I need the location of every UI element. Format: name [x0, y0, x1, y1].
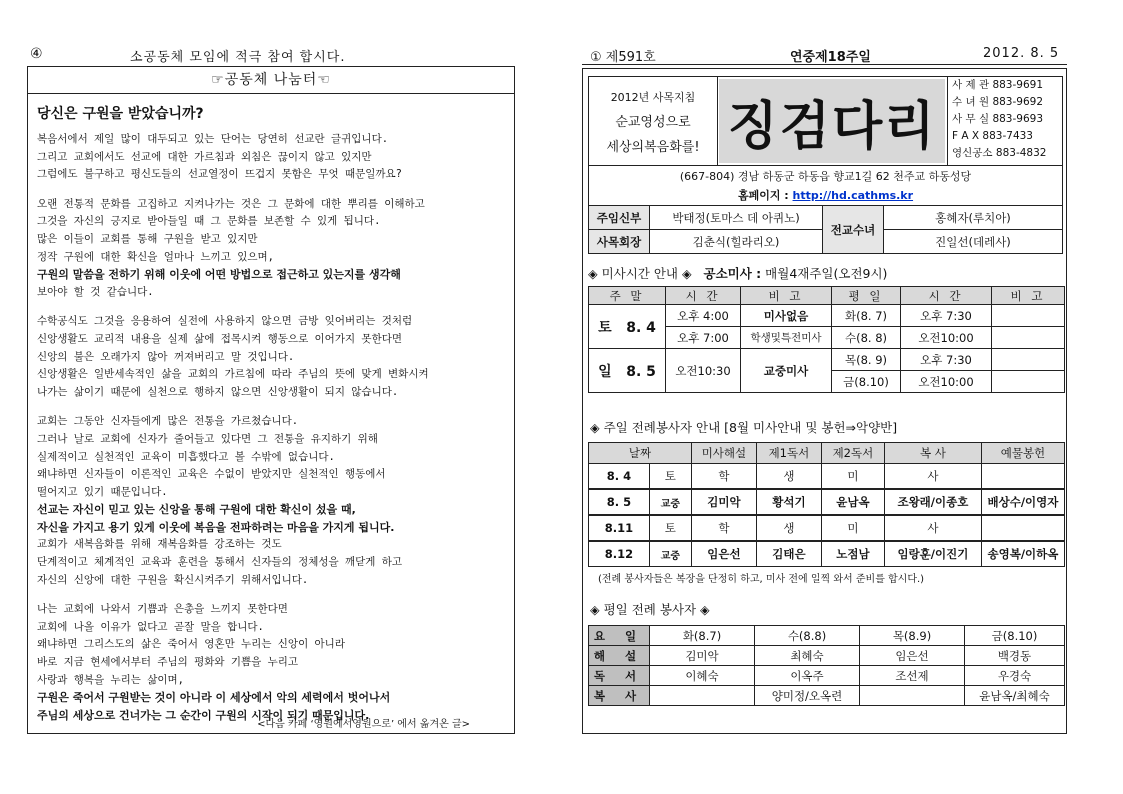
offertory: 송영복/이하옥	[981, 541, 1064, 567]
article-line: 보아야 할 것 같습니다.	[37, 285, 154, 298]
col-weekend: 주 말	[589, 287, 666, 305]
reader2: 미	[821, 515, 884, 541]
sister-name-1: 홍혜자(루치아)	[884, 206, 1063, 230]
weekday-day: 금(8.10)	[965, 626, 1065, 646]
col-note: 비 고	[992, 287, 1065, 305]
community-sharing-box	[27, 66, 515, 734]
sister-name-2: 진일선(데레사)	[884, 230, 1063, 254]
col-time: 시 간	[901, 287, 992, 305]
public-mass-value: 매월4재주일(오전9시)	[765, 266, 888, 281]
community-sharing-title: ☞공동체 나눔터☜	[28, 67, 514, 94]
weekday-day: 화(8.7)	[650, 626, 755, 646]
col-altar-servers: 복 사	[884, 443, 981, 464]
liturgy-servers-heading: ◈ 주일 전례봉사자 안내 [8월 미사안내 및 봉헌⇒악양반]	[590, 420, 898, 435]
weekday-note	[992, 327, 1065, 349]
issue-date: 2012. 8. 5	[983, 46, 1060, 61]
article-line: 왜냐하면 신자들이 이론적인 교육은 수없이 받았지만 실천적인 행동에서	[37, 468, 386, 481]
left-page-slogan: 소공동체 모임에 적극 참여 합시다.	[130, 50, 346, 65]
public-mass-label: 공소미사 :	[703, 266, 762, 281]
server-name: 우경숙	[965, 666, 1065, 686]
weekday-time: 오후 7:30	[901, 305, 992, 327]
altar-servers: 임랑훈/이진기	[884, 541, 981, 567]
article-line: 그러나 날로 교회에 신자가 줄어들고 있다면 그 전통을 유지하기 위해	[37, 432, 378, 445]
article-line: 정작 구원에 대한 확신을 얼마나 느끼고 있으며,	[37, 250, 274, 263]
server-name: 임은선	[860, 646, 965, 666]
phone-line: 수 녀 원 883-9692	[952, 96, 1043, 108]
service-date: 8.12	[589, 541, 650, 567]
article-line: 교회에 나올 이유가 없다고 곧잘 말을 합니다.	[37, 620, 264, 633]
mass-note: 미사없음	[741, 305, 832, 327]
policy-year: 2012년 사목지침	[610, 91, 696, 104]
commentator: 김미악	[691, 489, 756, 515]
council-president-label: 사목회장	[589, 230, 650, 254]
service-type: 교중	[649, 541, 691, 567]
weekday-time: 오후 7:30	[901, 349, 992, 371]
pastor-name: 박태정(토마스 데 아퀴노)	[650, 206, 823, 230]
weekday-time: 오전10:00	[901, 371, 992, 393]
homepage-line	[589, 187, 1062, 206]
altar-servers: 조왕래/이종호	[884, 489, 981, 515]
sunday-date: 8. 5	[626, 363, 656, 380]
mass-schedule-title: ◈ 미사시간 안내 ◈	[588, 266, 692, 281]
phone-directory	[947, 77, 1064, 165]
pastoral-policy	[589, 77, 718, 165]
article-paragraph	[37, 196, 509, 302]
col-commentary: 미사해설	[691, 443, 756, 464]
article-line: 바로 지금 현세에서부터 주님의 평화와 기쁨을 누리고	[37, 656, 299, 669]
article-line-emphasis: 구원은 죽어서 구원받는 것이 아니라 이 세상에서 악의 세력에서 벗어나서	[37, 691, 391, 705]
article-line-emphasis: 주님의 세상으로 건너가는 그 순간이 구원의 시작이 되기 때문입니다.	[37, 708, 370, 722]
commentator: 학	[691, 464, 756, 490]
col-reading1: 제1독서	[756, 443, 821, 464]
weekday-note	[992, 349, 1065, 371]
role-label: 복 사	[589, 686, 650, 706]
server-name: 조선제	[860, 666, 965, 686]
server-name: 윤남옥/최혜숙	[965, 686, 1065, 706]
weekday-servers-heading: ◈ 평일 전례 봉사자 ◈	[590, 602, 710, 617]
reader1: 황석기	[756, 489, 821, 515]
phone-line: 사 무 실 883-9693	[952, 113, 1043, 125]
liturgy-servers-note: (전례 봉사자들은 복장을 단정히 하고, 미사 전에 일찍 와서 준비를 합시다.)	[598, 574, 925, 585]
col-time: 시 간	[666, 287, 741, 305]
sunday-label: 일	[598, 363, 612, 380]
altar-servers: 사	[884, 515, 981, 541]
article-line: 교회는 그동안 신자들에게 많은 전통을 가르쳤습니다.	[37, 415, 299, 428]
article-line: 많은 이들이 교회를 통해 구원을 받고 있지만	[37, 232, 258, 245]
article-line: 수학공식도 그것을 응용하여 실전에 사용하지 않으면 금방 잊어버리는 것처럼	[37, 315, 413, 328]
article-line-emphasis: 선교는 자신이 믿고 있는 신앙을 통해 구원에 대한 확신이 섰을 때,	[37, 503, 356, 517]
staff-table	[588, 205, 1063, 254]
col-weekday: 평 일	[832, 287, 901, 305]
saturday-cell	[589, 305, 666, 349]
weekday-day: 목(8.9)	[860, 626, 965, 646]
weekday-servers-table	[588, 625, 1065, 706]
homepage-label: 홈페이지 :	[737, 189, 789, 202]
commentator: 학	[691, 515, 756, 541]
mass-time: 오후 4:00	[666, 305, 741, 327]
saturday-label: 토	[598, 319, 612, 336]
sisters-label: 전교수녀	[823, 206, 884, 254]
article-paragraph	[37, 131, 509, 184]
article-paragraph	[37, 413, 509, 589]
role-label: 독 서	[589, 666, 650, 686]
article-line: 나는 교회에 나와서 기쁨과 은총을 느끼지 못한다면	[37, 603, 288, 616]
article-line: 나가는 삶이기 때문에 실천으로 행하지 않으면 신앙생활이 되지 않습니다.	[37, 385, 399, 398]
issue-number: ① 제591호	[590, 50, 656, 65]
article-line: 신앙의 불은 오래가지 않아 꺼져버리고 말 것입니다.	[37, 350, 295, 363]
col-offertory: 예물봉헌	[981, 443, 1064, 464]
weekday: 금(8.10)	[832, 371, 901, 393]
article-line: 그럼에도 불구하고 평신도들의 선교열정이 뜨겁지 못함은 무엇 때문일까요?	[37, 168, 403, 181]
offertory: 배상수/이영자	[981, 489, 1064, 515]
article-heading: 당신은 구원을 받았습니까?	[37, 106, 204, 122]
server-name	[650, 686, 755, 706]
server-name: 이옥주	[755, 666, 860, 686]
homepage-link[interactable]: http://hd.cathms.kr	[792, 189, 914, 202]
article-line: 교회가 새복음화를 위해 재복음화를 강조하는 것도	[37, 538, 282, 551]
server-name: 양미정/오옥련	[755, 686, 860, 706]
article-line: 떨어지고 있기 때문입니다.	[37, 485, 168, 498]
article-body	[37, 131, 509, 736]
mass-time: 오전10:30	[666, 349, 741, 393]
service-type: 토	[649, 515, 691, 541]
commentator: 임은선	[691, 541, 756, 567]
parish-address: (667-804) 경남 하동군 하동읍 향교1길 62 천주교 하동성당	[589, 165, 1062, 188]
article-line: 그리고 교회에서도 선교에 대한 가르침과 외침은 끊이지 않고 있지만	[37, 150, 372, 163]
reader2: 미	[821, 464, 884, 490]
masthead	[588, 76, 1063, 206]
weekday: 수(8. 8)	[832, 327, 901, 349]
article-line-emphasis: 자신을 가지고 용기 있게 이웃에 복음을 전파하려는 마음을 가지게 됩니다.	[37, 520, 395, 534]
policy-motto-line2: 세상의복음화를!	[606, 140, 700, 155]
reader1: 김태은	[756, 541, 821, 567]
article-line: 단계적이고 체계적인 교육과 훈련을 통해서 신자들의 정체성을 깨닫게 하고	[37, 556, 403, 569]
server-name: 이혜숙	[650, 666, 755, 686]
altar-servers: 사	[884, 464, 981, 490]
article-line: 자신의 신앙에 대한 구원을 확신시켜주기 위해서입니다.	[37, 573, 309, 586]
role-label: 해 설	[589, 646, 650, 666]
mass-time: 오후 7:00	[666, 327, 741, 349]
article-line: 실제적이고 실천적인 교육이 미흡했다고 볼 수밖에 없습니다.	[37, 450, 335, 463]
col-reading2: 제2독서	[821, 443, 884, 464]
weekday-time: 오전10:00	[901, 327, 992, 349]
mass-schedule-heading	[588, 264, 887, 282]
phone-line: 영신공소 883-4832	[952, 147, 1047, 159]
mass-note: 학생및특전미사	[741, 327, 832, 349]
service-date: 8. 5	[589, 489, 650, 515]
article-source: <다음 카페 ‘영원에서영원으로’ 에서 옮겨온 글>	[257, 719, 470, 730]
sunday-cell	[589, 349, 666, 393]
weekday: 목(8. 9)	[832, 349, 901, 371]
article-paragraph	[37, 313, 509, 401]
article-paragraph	[37, 601, 509, 724]
service-date: 8. 4	[589, 464, 650, 490]
phone-line: F A X 883-7433	[952, 130, 1033, 142]
saturday-date: 8. 4	[626, 319, 656, 336]
phone-line: 사 제 관 883-9691	[952, 79, 1043, 91]
reader1: 생	[756, 515, 821, 541]
header-rule	[582, 64, 1067, 65]
council-president-name: 김춘식(힐라리오)	[650, 230, 823, 254]
pastor-label: 주임신부	[589, 206, 650, 230]
article-line-emphasis: 구원의 말씀을 전하기 위해 이웃에 어떤 방법으로 접근하고 있는지를 생각해	[37, 268, 401, 282]
liturgy-servers-table	[588, 442, 1065, 567]
policy-motto-line1: 순교영성으로	[615, 115, 691, 130]
bulletin-title: 징검다리	[719, 79, 945, 163]
service-type: 토	[649, 464, 691, 490]
server-name: 김미악	[650, 646, 755, 666]
weekday-header-label: 요 일	[589, 626, 650, 646]
left-page-number: ④	[30, 46, 43, 62]
article-line: 사랑과 행복을 누리는 삶이며,	[37, 673, 185, 686]
mass-schedule-table	[588, 286, 1065, 393]
article-line: 신앙생활도 교리적 내용을 실제 삶에 접목시켜 행동으로 이어가지 못한다면	[37, 332, 403, 345]
col-note: 비 고	[741, 287, 832, 305]
col-date: 날짜	[589, 443, 692, 464]
server-name	[860, 686, 965, 706]
offertory	[981, 515, 1064, 541]
reader2: 노점남	[821, 541, 884, 567]
reader1: 생	[756, 464, 821, 490]
weekday-day: 수(8.8)	[755, 626, 860, 646]
offertory	[981, 464, 1064, 490]
article-line: 그것을 자신의 긍지로 받아들일 때 그 문화를 보존할 수 있게 됩니다.	[37, 215, 381, 228]
article-line: 복음서에서 제일 많이 대두되고 있는 단어는 당연히 선교란 글귀입니다.	[37, 133, 389, 145]
weekday-note	[992, 305, 1065, 327]
reader2: 윤남옥	[821, 489, 884, 515]
article-line: 왜냐하면 그리스도의 삶은 죽어서 영혼만 누리는 신앙이 아니라	[37, 638, 345, 651]
article-line: 오랜 전통적 문화를 고집하고 지켜나가는 것은 그 문화에 대한 뿌리를 이해하고	[37, 197, 425, 210]
server-name: 최혜숙	[755, 646, 860, 666]
mass-note: 교중미사	[741, 349, 832, 393]
weekday-note	[992, 371, 1065, 393]
service-date: 8.11	[589, 515, 650, 541]
server-name: 백경동	[965, 646, 1065, 666]
service-type: 교중	[649, 489, 691, 515]
liturgical-sunday: 연중제18주일	[790, 50, 871, 65]
weekday: 화(8. 7)	[832, 305, 901, 327]
article-line: 신앙생활은 일반세속적인 삶을 교회의 가르침에 따라 주님의 뜻에 맞게 변화시켜	[37, 368, 429, 381]
